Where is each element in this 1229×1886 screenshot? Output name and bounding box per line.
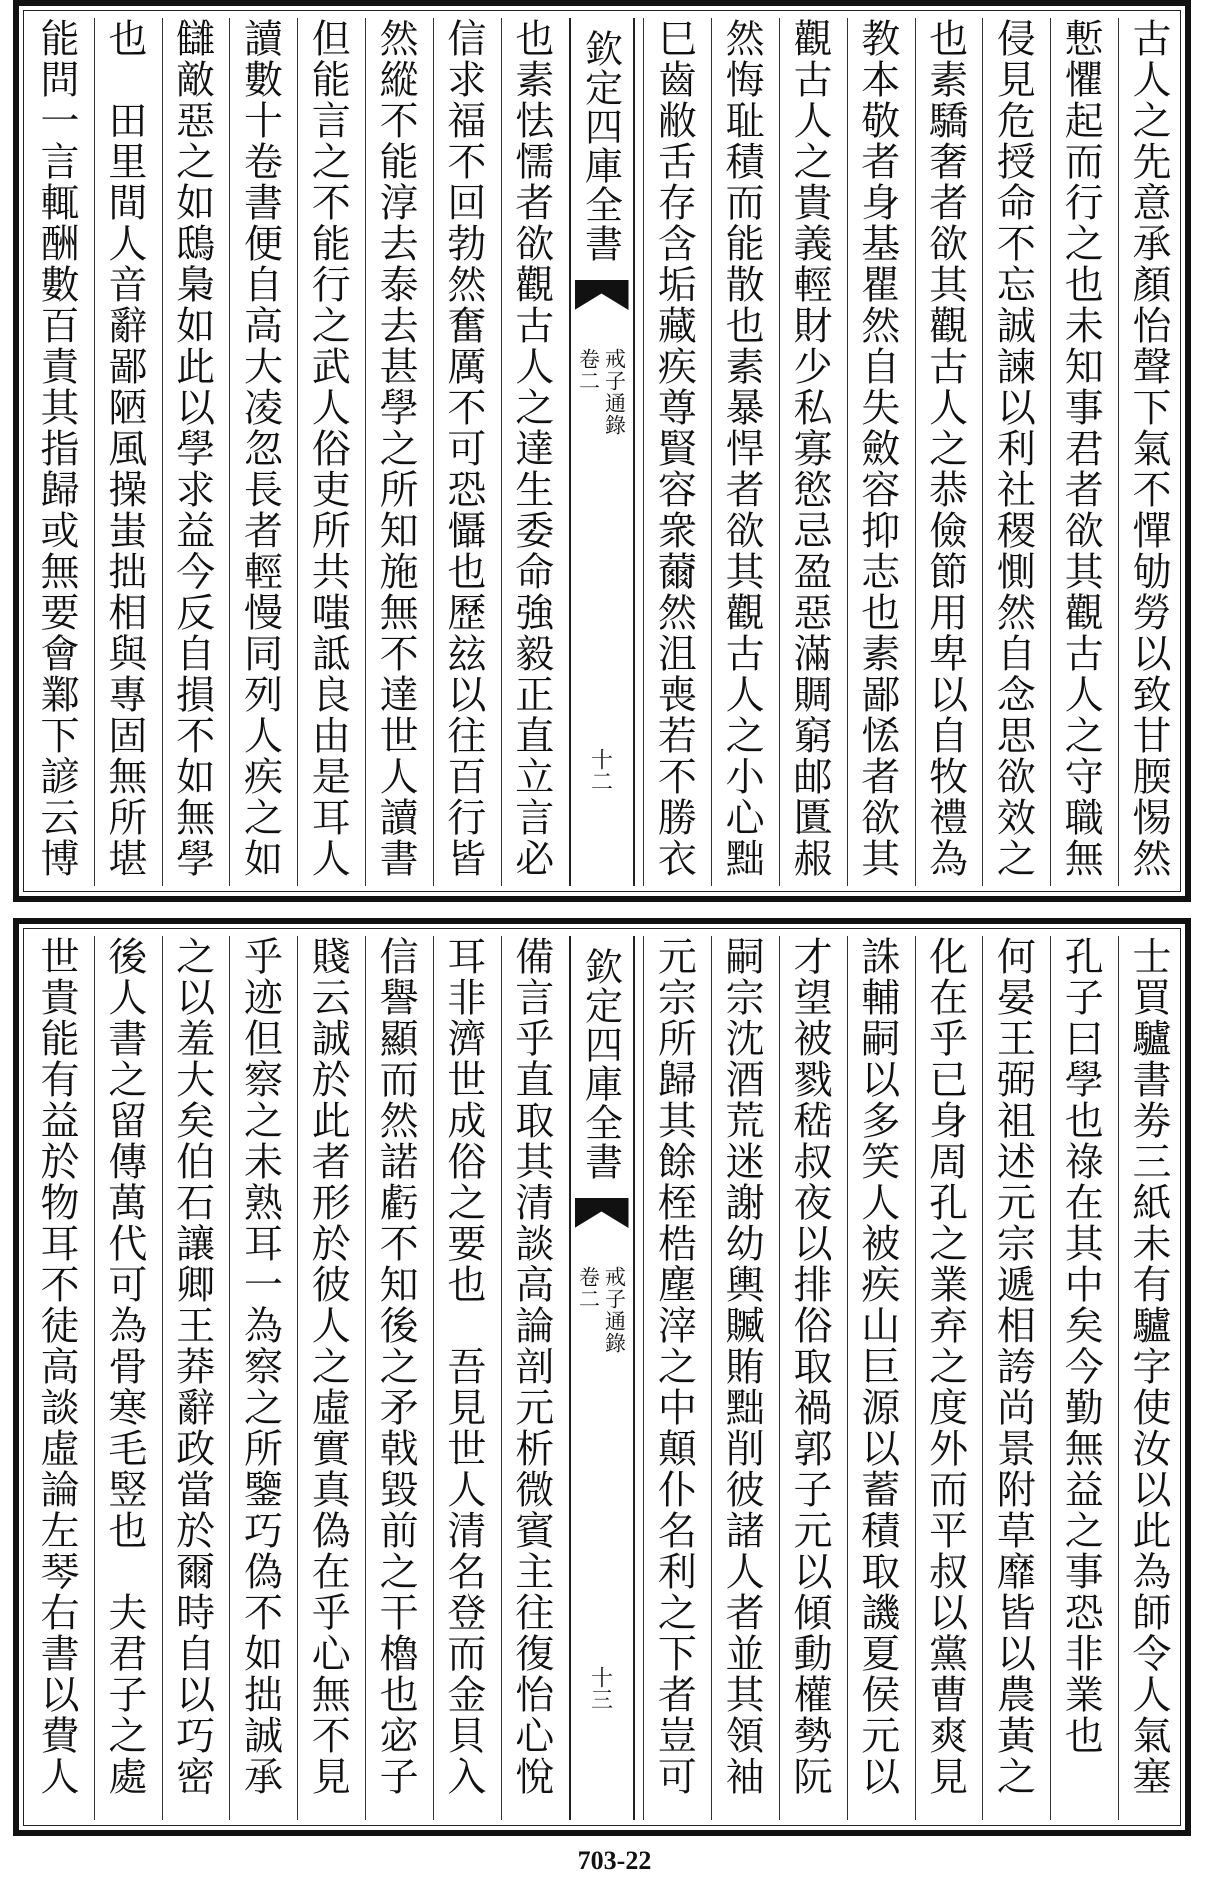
text-column: 觀古人之貴義輕財少私寡慾忌盈惡滿賙窮邮匱赧 xyxy=(779,18,838,886)
page-reference: 703-22 xyxy=(577,1846,652,1875)
text-column: 然悔耻積而能散也素暴悍者欲其觀古人之小心黜 xyxy=(711,18,770,886)
text-column: 嗣宗沈酒荒迷謝幼輿贓賄黜削彼諸人者並其領袖 xyxy=(711,936,770,1820)
text-column: 才望被戮嵇叔夜以排俗取禍郭子元以傾動權勢阮 xyxy=(779,936,838,1820)
text-column: 也素怯懦者欲觀古人之達生委命強毅正直立言必 xyxy=(501,18,560,886)
text-column: 也素驕奢者欲其觀古人之恭儉節用卑以自牧禮為 xyxy=(915,18,974,886)
text-column: 侵見危授命不忘誠諫以利社稷惻然自念思欲效之 xyxy=(982,18,1041,886)
sub-title: 戒子通錄 xyxy=(602,1266,627,1354)
volume-label: 卷二 xyxy=(576,348,601,392)
text-column: 誅輔嗣以多笑人被疾山巨源以蓄積取譏夏侯元以 xyxy=(847,936,906,1820)
text-column: 士買驢書劵三紙未有驢字使汝以此為師令人氣塞 xyxy=(1118,936,1177,1820)
text-column: 也 田里間人音辭鄙陋風操蚩拙相與專固無所堪 xyxy=(94,18,153,886)
text-column: 但能言之不能行之武人俗吏所共嗤詆良由是耳人 xyxy=(297,18,356,886)
text-column: 信譽顯而然諾虧不知後之矛戟毀前之干櫓也宓子 xyxy=(365,936,424,1820)
sub-title: 戒子通錄 xyxy=(602,348,627,436)
text-column: 化在乎已身周孔之業弃之度外而平叔以黨曹爽見 xyxy=(915,936,974,1820)
text-column: 讀數十卷書便自高大凌忽長者輕慢同列人疾之如 xyxy=(229,18,288,886)
text-column: 孔子曰學也祿在其中矣今勤無益之事恐非業也 xyxy=(1050,936,1109,1820)
text-column: 古人之先意承顏怡聲下氣不憚劬勞以致甘腝惕然 xyxy=(1118,18,1177,886)
text-column: 然縱不能淳去泰去甚學之所知施無不達世人讀書 xyxy=(365,18,424,886)
text-column: 能問一言輒酬數百責其指歸或無要會鄴下諺云博 xyxy=(34,18,79,879)
text-column: 慙懼起而行之也未知事君者欲其觀古人之守職無 xyxy=(1050,18,1109,886)
center-fold-column xyxy=(569,18,635,886)
text-column: 乎迹但察之未熟耳一為察之所鑒巧偽不如拙誠承 xyxy=(229,936,288,1820)
center-fold-column xyxy=(569,936,635,1820)
chapter-label xyxy=(575,348,629,488)
lower-page-frame xyxy=(13,918,1191,1836)
text-column: 賤云誠於此者形於彼人之虛實真偽在乎心無不見 xyxy=(297,936,356,1820)
book-title: 欽定四庫全書 xyxy=(578,29,623,263)
fishtail-mark-icon xyxy=(575,1198,629,1228)
text-column: 教本敬者身基瞿然自失斂容抑志也素鄙恡者欲其 xyxy=(847,18,906,886)
text-column: 何晏王弼祖述元宗遞相誇尚景附草靡皆以農黃之 xyxy=(982,936,1041,1820)
chapter-label xyxy=(575,1266,629,1406)
text-column: 巳齒敝舌存含垢藏疾尊賢容衆薾然沮喪若不勝衣 xyxy=(643,18,702,886)
volume-label: 卷二 xyxy=(576,1266,601,1310)
page-number: 十二 xyxy=(587,748,613,792)
upper-page-columns xyxy=(27,18,1177,886)
book-title: 欽定四庫全書 xyxy=(578,947,623,1181)
page-number: 十三 xyxy=(587,1666,613,1710)
text-column: 讎敵惡之如鴟梟如此以學求益今反自損不如無學 xyxy=(162,18,221,886)
text-column: 世貴能有益於物耳不徒高談虛論左琴右書以費人 xyxy=(34,936,79,1797)
text-column: 元宗所歸其餘桎梏塵滓之中顛仆名利之下者豈可 xyxy=(643,936,702,1820)
lower-page-columns xyxy=(27,936,1177,1820)
fishtail-mark-icon xyxy=(575,280,629,310)
text-column: 信求福不回勃然奮厲不可恐懾也歷玆以往百行皆 xyxy=(433,18,492,886)
text-column: 後人書之留傳萬代可為骨寒毛竪也 夫君子之處 xyxy=(94,936,153,1820)
text-column: 之以羞大矣伯石讓卿王莽辭政當於爾時自以巧密 xyxy=(162,936,221,1820)
text-column: 備言乎直取其清談高論剖元析微賓主往復怡心悅 xyxy=(501,936,560,1820)
text-column: 耳非濟世成俗之要也 吾見世人清名登而金貝入 xyxy=(433,936,492,1820)
upper-page-frame xyxy=(13,0,1191,902)
